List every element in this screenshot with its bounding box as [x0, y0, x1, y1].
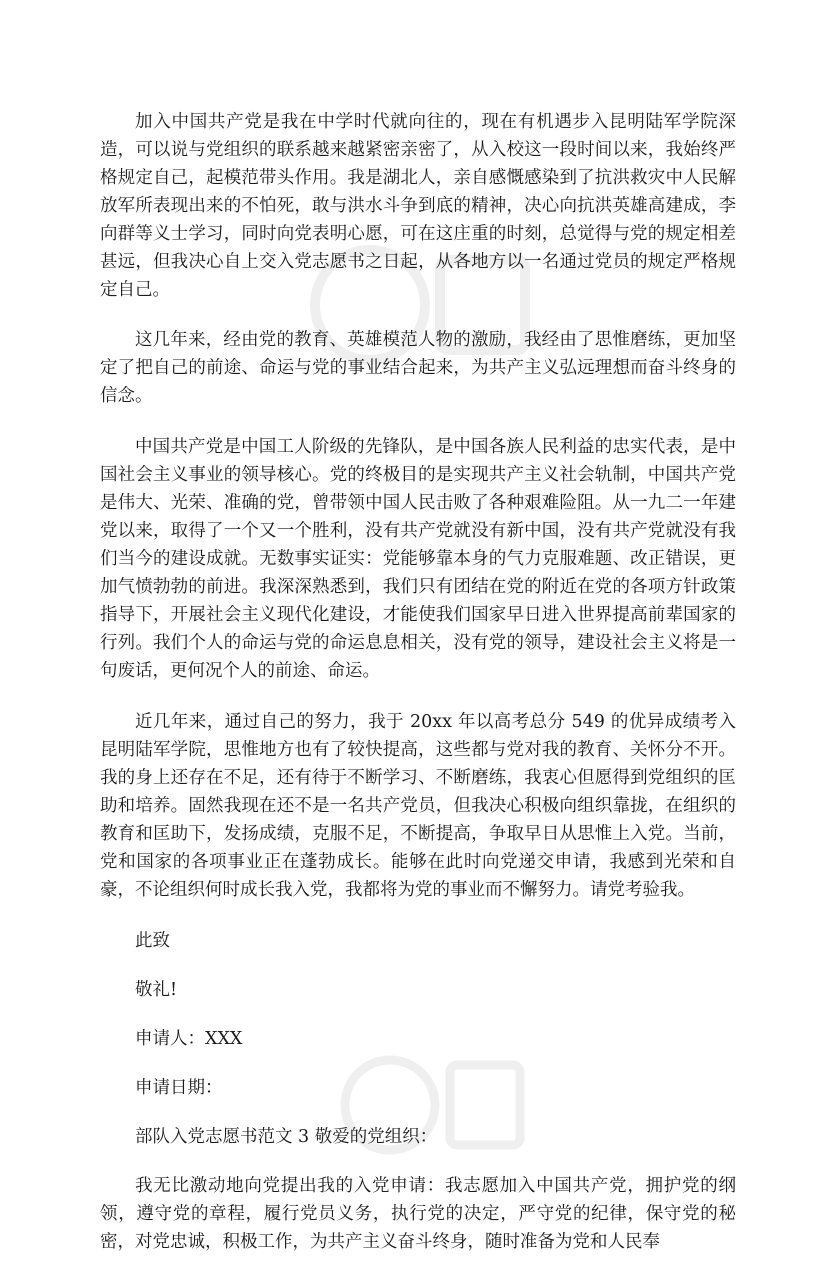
paragraph-1: 加入中国共产党是我在中学时代就向往的，现在有机遇步入昆明陆军学院深造，可以说与党组织的联系越来越紧密亲密了，从入校这一段时间以来，我始终严格规定自己，起模范带头作用。我是湖北人，亲自感慨感染到了抗洪救灾中人民解放军所表现出来的不怕死，敢与洪水斗争到底的精神，决心向抗洪英雄高建成，李向群等义士学习，同时向党表明心愿，可在这庄重的时刻，总觉得与党的规定相差甚远，但我决心自上交入党志愿书之日起，从各地方以一名通过党员的规定严格规定自己。	[100, 112, 736, 300]
paragraph-3: 中国共产党是中国工人阶级的先锋队，是中国各族人民利益的忠实代表，是中国社会主义事业的领导核心。党的终极目的是实现共产主义社会轨制，中国共产党是伟大、光荣、准确的党，曾带领中国人民击败了各种艰难险阻。从一九二一年建党以来，取得了一个又一个胜利，没有共产党就没有新中国，没有共产党就没有我们当今的建设成就。无数事实证实：党能够靠本身的气力克服难题、改正错误，更加气愤勃勃的前进。我深深熟悉到，我们只有团结在党的附近在党的各项方针政策指导下，开展社会主义现代化建设，才能使我们国家早日进入世界提高前辈国家的行列。我们个人的命运与党的命运息息相关，没有党的领导，建设社会主义将是一句废话，更何况个人的前途、命运。	[100, 437, 736, 681]
closing-respect: 敬礼!	[135, 980, 178, 1000]
document-body	[100, 108, 736, 1279]
paragraph-4: 近几年来，通过自己的努力，我于 20xx 年以高考总分 549 的优异成绩考入昆明陆军学院，思惟地方也有了较快提高，这些都与党对我的教育、关怀分不开。我的身上还存在不足，还有待于不断学习、不断磨练，我衷心但愿得到党组织的匡助和培养。固然我现在还不是一名共产党员，但我决心积极向组织靠拢，在组织的教育和匡助下，发扬成绩，克服不足，不断提高，争取早日从思惟上入党。当前，党和国家的各项事业正在蓬勃成长。能够在此时向党递交申请，我感到光荣和自豪，不论组织何时成长我入党，我都将为党的事业而不懈努力。请党考验我。	[100, 712, 736, 900]
paragraph-2: 这几年来，经由党的教育、英雄模范人物的激励，我经由了思惟磨练，更加坚定了把自己的前途、命运与党的事业结合起来，为共产主义弘远理想而奋斗终身的信念。	[100, 330, 736, 406]
next-sample-paragraph: 我无比激动地向党提出我的入党申请：我志愿加入中国共产党，拥护党的纲领，遵守党的章程，履行党员义务，执行党的决定，严守党的纪律，保守党的秘密，对党忠诚，积极工作，为共产主义奋斗终身，随时准备为党和人民奉	[100, 1176, 736, 1252]
applicant-line: 申请人：XXX	[135, 1029, 243, 1049]
date-line: 申请日期：	[135, 1078, 223, 1098]
closing-salutation: 此致	[135, 931, 170, 951]
next-sample-heading: 部队入党志愿书范文 3 敬爱的党组织：	[135, 1127, 438, 1147]
